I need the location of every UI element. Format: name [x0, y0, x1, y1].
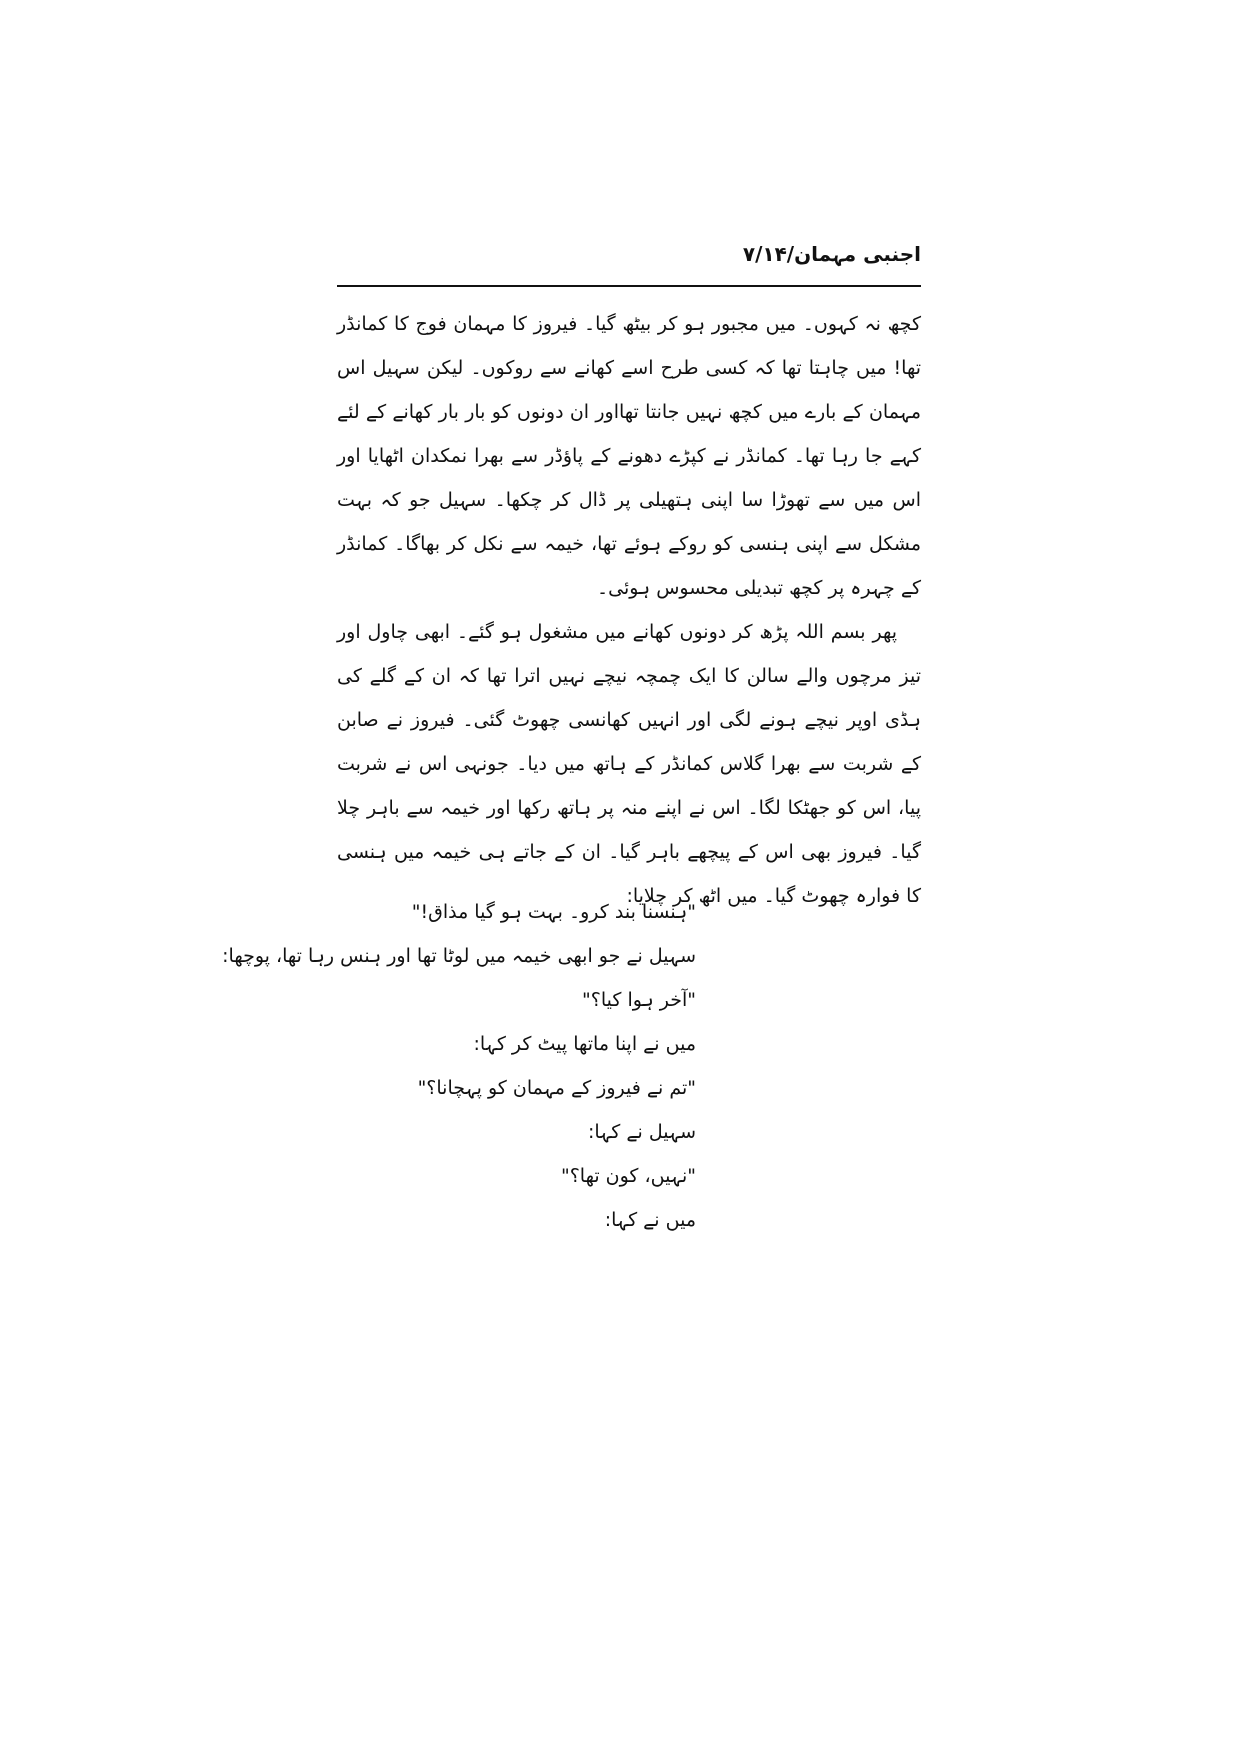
dialogue-line: میں نے کہا:	[604, 1209, 696, 1231]
dialogue-line: "آخر ہوا کیا؟"	[582, 989, 696, 1011]
dialogue-line: "نہیں، کون تھا؟"	[560, 1165, 696, 1187]
dialogue-line: سہیل نے کہا:	[587, 1121, 696, 1143]
dialogue-line: "ہنسنا بند کرو۔ بہت ہو گیا مذاق!"	[411, 901, 696, 923]
running-header-title: اجنبی مہمان/۷/۱۴	[742, 242, 921, 266]
dialogue-block	[222, 890, 921, 1242]
page-header	[337, 240, 921, 280]
dialogue-line: "تم نے فیروز کے مہمان کو پہچانا؟"	[417, 1077, 696, 1099]
paragraph: کچھ نہ کہوں۔ میں مجبور ہو کر بیٹھ گیا۔ فیروز کا مہمان فوج کا کمانڈر تھا! میں چاہتا تھا کہ کسی طرح اسے کھانے سے روکوں۔ لیکن سہیل اس مہمان کے بارے میں کچھ نہیں جانتا تھااور ان دونوں کو بار بار کھانے کے لئے کہے جا رہا تھا۔ کمانڈر نے کپڑے دھونے کے پاؤڈر سے بھرا نمکدان اٹھایا اور اس میں سے تھوڑا سا اپنی ہتھیلی پر ڈال کر چکھا۔ سہیل جو کہ بہت مشکل سے اپنی ہنسی کو روکے ہوئے تھا، خیمہ سے نکل کر بھاگا۔ کمانڈر کے چہرہ پر کچھ تبدیلی محسوس ہوئی۔	[337, 313, 921, 599]
header-rule	[337, 285, 921, 287]
dialogue-line: سہیل نے جو ابھی خیمہ میں لوٹا تھا اور ہنس رہا تھا، پوچھا:	[222, 945, 696, 967]
body-text	[337, 302, 921, 918]
paragraph: پھر بسم اللہ پڑھ کر دونوں کھانے میں مشغول ہو گئے۔ ابھی چاول اور تیز مرچوں والے سالن کا ایک چمچہ نیچے نہیں اترا تھا کہ ان کے گلے کی ہڈی اوپر نیچے ہونے لگی اور انہیں کھانسی چھوٹ گئی۔ فیروز نے صابن کے شربت سے بھرا گلاس کمانڈر کے ہاتھ میں دیا۔ جونہی اس نے شربت پیا، اس کو جھٹکا لگا۔ اس نے اپنے منہ پر ہاتھ رکھا اور خیمہ سے باہر چلا گیا۔ فیروز بھی اس کے پیچھے باہر گیا۔ ان کے جاتے ہی خیمہ میں ہنسی کا فوارہ چھوٹ گیا۔ میں اٹھ کر چلایا:	[337, 621, 921, 907]
dialogue-line: میں نے اپنا ماتھا پیٹ کر کہا:	[473, 1033, 696, 1055]
